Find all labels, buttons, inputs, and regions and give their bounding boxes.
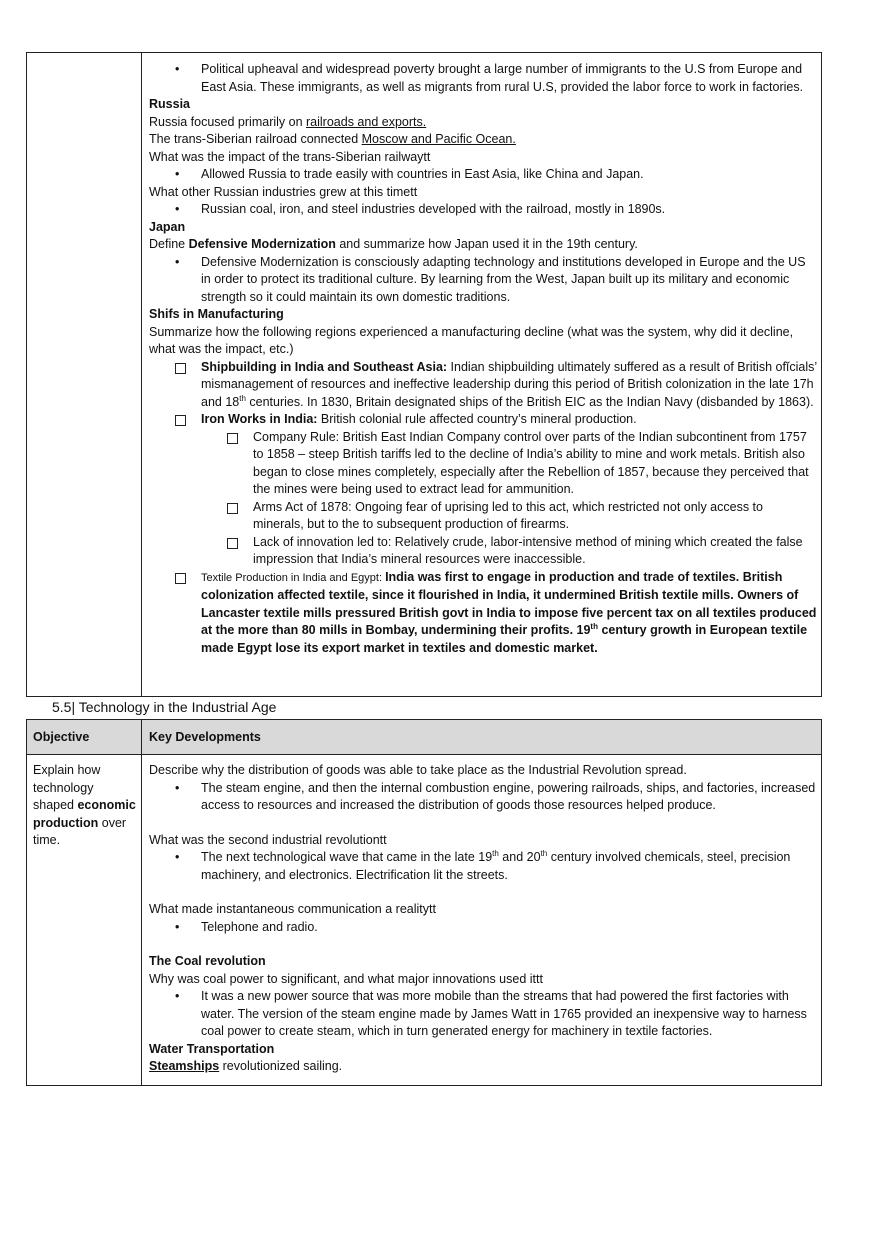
immigration-text: Political upheaval and widespread poverty brought a large number of immigrants to the U.S from Europe and East Asia. These immigrants, as well as migrants from rural U.S, provided the labor force to work in factories. [201,62,804,94]
bullet-icon: • [175,202,180,216]
header-key-developments: Key Developments [149,730,261,744]
list-item: • It was a new power source that was more mobile than the streams that had powered the first factories with water. The version of the steam engine made by James Watt in 1765 provided an inexpensive way to harness coal power to create steam, which in turn generated energy for machinery in textile factories. [175,989,807,1038]
checkbox-icon [227,503,238,514]
russia-railroad-underlined: Moscow and Pacific Ocean. [361,132,516,146]
section-title: 5.5| Technology in the Industrial Age [52,699,277,715]
list-item: • Telephone and radio. [149,919,817,937]
table-header [27,720,821,755]
column-divider [141,53,142,696]
manufacturing-heading: Shifs in Manufacturing [149,307,284,321]
checkbox-item-shipbuilding: Shipbuilding in India and Southeast Asia: Indian shipbuilding ultimately suffered as a result of British ofĭcials’ mismanagement of resources and ineffective leadership during this period of British colonization in the late 17h and 18th centuries. In 1830, Britain designated ships of the British EIC as the Indian Navy (disbanded by 1863). [149,359,817,412]
key-developments-cell [149,762,817,1076]
russia-focus-underlined: railroads and exports. [306,114,427,129]
list-item: • Russian coal, iron, and steel industries developed with the railroad, mostly in 1890s. [149,201,817,219]
key-developments-cell [149,61,817,657]
russia-railroad: The trans-Siberian railroad connected Moscow and Pacific Ocean. [149,132,516,146]
sub-checkbox-item: Lack of innovation led to: Relatively crude, labor-intensive method of mining which created the false impression that India’s mineral resources were inaccessible. [149,534,817,569]
list-item: • Defensive Modernization is consciously adapting technology and institutions developed in Europe and the US in order to protect its traditional culture. By learning from the West, Japan built up its military and economic strength so it could maintain its own domestic traditions. [175,254,806,304]
bullet-icon: • [175,254,180,269]
list-item: • Allowed Russia to trade easily with countries in East Asia, like China and Japan. [149,166,817,184]
checkbox-icon [175,415,186,426]
objective-cell: Explain how technology shaped economic production over time. [33,763,136,847]
question-second-revolution: What was the second industrial revolutiontt [149,832,387,847]
bullet-icon: • [175,167,180,181]
header-objective: Objective [33,730,90,744]
sub-checkbox-item: Arms Act of 1878: Ongoing fear of uprising led to this act, which restricted not only access to minerals, but to the to subsequent production of firearms. [149,499,817,534]
checkbox-item-iron-works: Iron Works in India: British colonial rule affected country’s mineral production. [149,411,817,429]
coal-heading: The Coal revolution [149,954,266,968]
bullet-icon: • [175,850,180,864]
question-coal: Why was coal power to significant, and what major innovations used ittt [149,971,543,986]
russia-question-2: What other Russian industries grew at this timett [149,184,418,199]
column-divider [141,720,142,1085]
russia-focus: Russia focused primarily on railroads and exports. [149,114,427,129]
manufacturing-prompt: Summarize how the following regions experienced a manufacturing decline (what was the system, why did it decline, what was the impact, etc.) [149,324,794,356]
checkbox-icon [175,573,186,584]
japan-heading: Japan [149,219,186,234]
sub-checkbox-item: Company Rule: British East Indian Company control over parts of the Indian subcontinent from 1757 to 1858 – steep British tariffs led to the decline of India’s ability to mine and work metals. British also began to close mines completely, especially after the Rebellion of 1857, because they perceived that the mines were being used to extract lead for ammunition. [149,429,817,499]
japan-question: Define Defensive Modernization and summarize how Japan used it in the 19th century. [149,237,638,251]
steamships-line: Steamships revolutionized sailing. [149,1059,343,1073]
checkbox-icon [227,433,238,444]
list-item: • The next technological wave that came in the late 19th and 20th century involved chemicals, steel, precision machinery, and electronics. Electrification lit the streets. [175,848,791,882]
bullet-icon: • [175,919,180,934]
question-distribution: Describe why the distribution of goods was able to take place as the Industrial Revolution spread. [149,763,687,777]
content-table-continued [26,52,822,697]
water-transport-heading: Water Transportation [149,1041,275,1056]
russia-question-1: What was the impact of the trans-Siberian railwaytt [149,149,431,164]
bullet-icon: • [175,780,180,795]
checkbox-icon [227,538,238,549]
list-item: • The steam engine, and then the internal combustion engine, powering railroads, ships, and factories, increased access to resources and increased the distribution of goods those resources helped produce. [175,780,816,812]
bullet-icon: • [175,62,180,76]
list-item [149,61,817,96]
question-communication: What made instantaneous communication a realitytt [149,902,436,916]
bullet-icon: • [175,989,180,1003]
technology-table [26,719,822,1086]
russia-heading: Russia [149,97,190,111]
checkbox-icon [175,363,186,374]
checkbox-item-textile: Textile Production in India and Egypt: India was first to engage in production and trade of textiles. British colonization affected textile, since it flourished in India, it undermined British textile mills. Owners of Lancaster textile mills pressured British govt in India to impose five percent tax on all textiles produced at the more than 80 mills in Bombay, undermining their profits. 19th century growth in European textile made Egypt lose its export market in textiles and domestic market. [149,569,817,658]
